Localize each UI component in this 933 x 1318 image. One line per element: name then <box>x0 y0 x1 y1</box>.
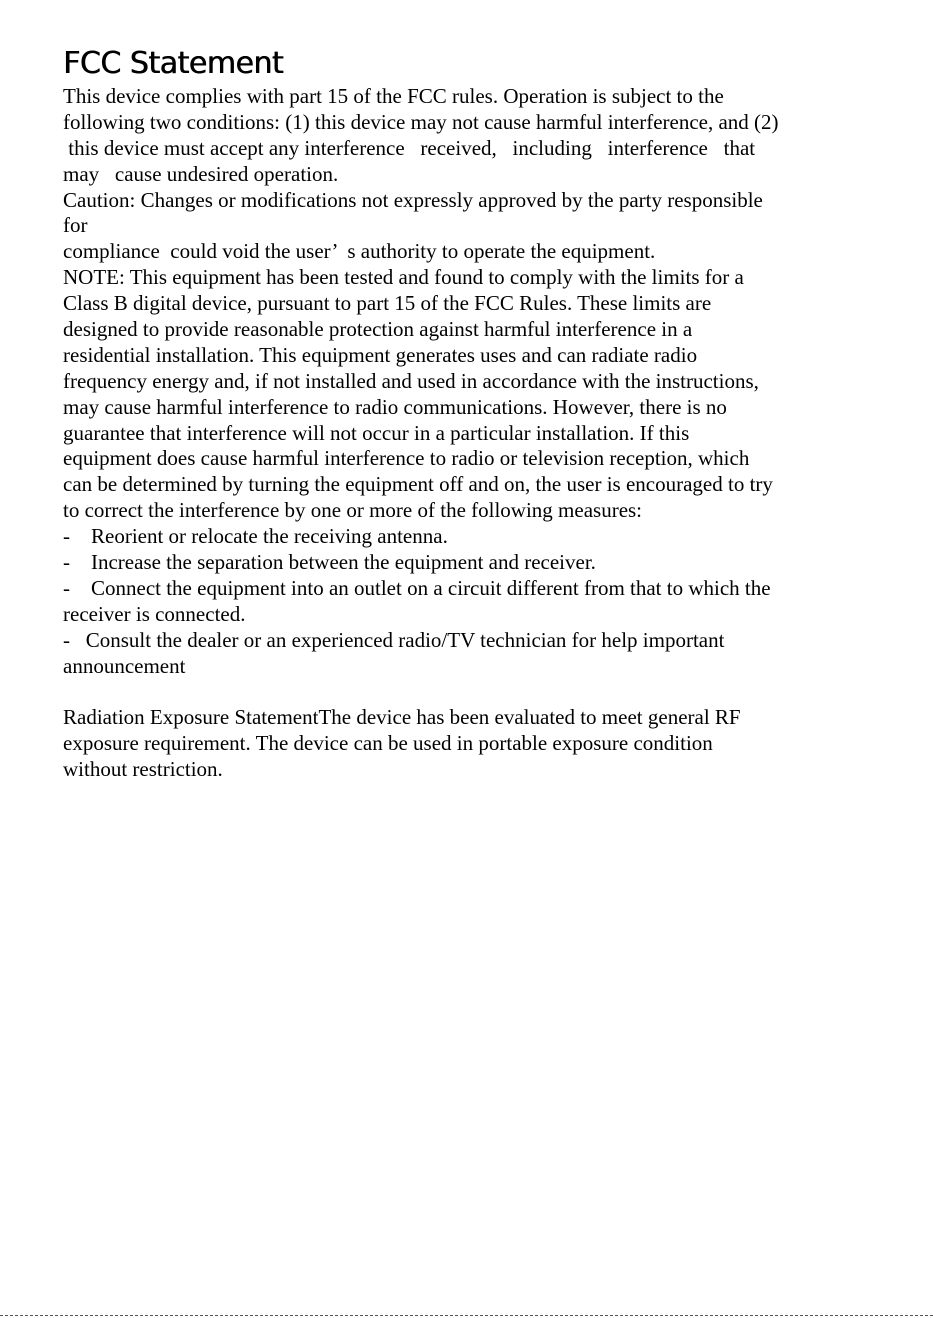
bullet-item-continuation: receiver is connected. <box>63 601 246 626</box>
body-line: frequency energy and, if not installed and used in accordance with the instructions, <box>63 368 759 393</box>
body-line: Class B digital device, pursuant to part 15 of the FCC Rules. These limits are <box>63 291 712 316</box>
body-line: following two conditions: (1) this device may not cause harmful interference, and (2) <box>63 109 779 134</box>
document-page <box>63 44 863 783</box>
body-line: can be determined by turning the equipment off and on, the user is encouraged to try <box>63 472 773 497</box>
bullet-item: - Consult the dealer or an experienced radio/TV technician for help important <box>63 627 725 652</box>
body-line: this device must accept any interference received, including interference that <box>63 135 756 160</box>
body-line: compliance could void the user’ s authority to operate the equipment. <box>63 239 656 264</box>
document-title: FCC Statement <box>63 46 284 81</box>
body-line: designed to provide reasonable protection against harmful interference in a <box>63 317 693 342</box>
body-line: Radiation Exposure StatementThe device has been evaluated to meet general RF <box>63 705 741 730</box>
document-body <box>63 84 863 783</box>
body-line: NOTE: This equipment has been tested and found to comply with the limits for a <box>63 265 744 290</box>
bullet-item-continuation: announcement <box>63 653 186 678</box>
bullet-item: - Reorient or relocate the receiving antenna. <box>63 524 448 549</box>
bullet-item: - Increase the separation between the equipment and receiver. <box>63 550 596 575</box>
body-line: exposure requirement. The device can be used in portable exposure condition <box>63 731 713 756</box>
bullet-item: - Connect the equipment into an outlet on a circuit different from that to which the <box>63 575 771 600</box>
body-line: to correct the interference by one or more of the following measures: <box>63 498 643 523</box>
body-line: without restriction. <box>63 757 223 782</box>
body-line: equipment does cause harmful interference to radio or television reception, which <box>63 446 750 471</box>
body-line: Caution: Changes or modifications not expressly approved by the party responsible <box>63 187 763 212</box>
body-line: may cause undesired operation. <box>63 161 339 186</box>
body-line: guarantee that interference will not occur in a particular installation. If this <box>63 420 690 445</box>
body-line: residential installation. This equipment generates uses and can radiate radio <box>63 342 698 367</box>
body-line: for <box>63 213 88 238</box>
blank-line <box>63 679 863 705</box>
page-bottom-rule <box>0 1315 933 1316</box>
body-line: This device complies with part 15 of the FCC rules. Operation is subject to the <box>63 84 724 108</box>
body-line: may cause harmful interference to radio communications. However, there is no <box>63 394 727 419</box>
